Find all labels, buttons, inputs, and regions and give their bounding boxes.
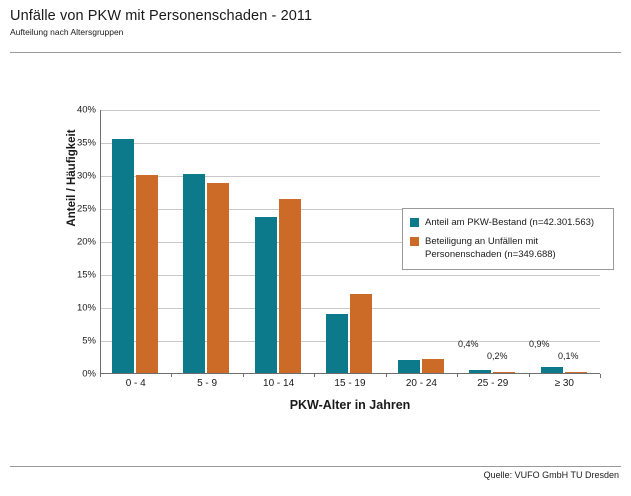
datalabel-unfaelle-30-plus: 0,1% [558, 351, 579, 361]
gridline-30 [100, 176, 600, 177]
legend-swatch-unfaelle [410, 237, 419, 246]
x-label-20-24: 20 - 24 [405, 378, 437, 389]
legend-item-bestand [410, 216, 607, 229]
legend-item-unfaelle [410, 235, 607, 261]
y-axis-title: Anteil / Häufigkeit [66, 129, 78, 227]
header-divider [10, 52, 621, 53]
bar-bestand-15-19 [326, 314, 348, 373]
x-tick-mark [100, 373, 101, 377]
bar-unfaelle-20-24 [422, 359, 444, 374]
x-tick-mark [171, 373, 172, 377]
x-label-15-19: 15 - 19 [334, 378, 366, 389]
legend [402, 208, 614, 270]
x-tick-mark [243, 373, 244, 377]
x-label-5-9: 5 - 9 [197, 378, 218, 389]
x-axis-line [100, 373, 600, 374]
source-note: Quelle: VUFO GmbH TU Dresden [483, 470, 619, 480]
y-tick-35: 35% [76, 137, 96, 149]
chart-header [10, 8, 621, 37]
y-tick-0: 0% [82, 368, 96, 380]
y-tick-15: 15% [76, 269, 96, 281]
y-axis-line [100, 110, 101, 374]
x-axis-tick-labels [100, 378, 600, 394]
bar-unfaelle-10-14 [279, 199, 301, 373]
bar-bestand-5-9 [183, 174, 205, 373]
page-subtitle: Aufteilung nach Altersgruppen [10, 27, 124, 37]
gridline-40 [100, 110, 600, 111]
bar-bestand-20-24 [398, 360, 420, 373]
y-tick-25: 25% [76, 203, 96, 215]
datalabel-bestand-25-29: 0,4% [458, 339, 479, 349]
bar-bestand-10-14 [255, 217, 277, 373]
bar-unfaelle-5-9 [207, 183, 229, 373]
y-tick-40: 40% [76, 104, 96, 116]
x-tick-mark-end [600, 374, 601, 378]
x-label-30-plus: ≥ 30 [554, 378, 574, 389]
legend-swatch-bestand [410, 218, 419, 227]
bar-bestand-0-4 [112, 139, 134, 373]
x-tick-mark [529, 373, 530, 377]
gridline-35 [100, 143, 600, 144]
x-label-0-4: 0 - 4 [125, 378, 146, 389]
bar-bestand-25-29 [469, 370, 491, 373]
bar-unfaelle-15-19 [350, 294, 372, 373]
x-label-10-14: 10 - 14 [263, 378, 295, 389]
footer-divider [10, 466, 621, 467]
datalabel-unfaelle-25-29: 0,2% [487, 351, 508, 361]
y-tick-10: 10% [76, 302, 96, 314]
x-label-25-29: 25 - 29 [477, 378, 509, 389]
y-tick-20: 20% [76, 236, 96, 248]
x-tick-mark [314, 373, 315, 377]
bar-unfaelle-25-29 [493, 372, 515, 373]
legend-label-bestand: Anteil am PKW-Bestand (n=42.301.563) [425, 217, 595, 228]
gridline-15 [100, 275, 600, 276]
legend-label-unfaelle: Beteiligung an Unfällen mit Personenschaden (n=349.688) [425, 236, 556, 260]
bar-unfaelle-0-4 [136, 175, 158, 373]
x-axis-title: PKW-Alter in Jahren [289, 398, 411, 412]
datalabel-bestand-30-plus: 0,9% [529, 339, 550, 349]
bar-bestand-30-plus [541, 367, 563, 373]
y-tick-30: 30% [76, 170, 96, 182]
x-tick-mark [386, 373, 387, 377]
bar-unfaelle-30-plus [565, 372, 587, 373]
page-title: Unfälle von PKW mit Personenschaden - 2011 [10, 8, 313, 24]
y-tick-5: 5% [82, 335, 96, 347]
x-tick-mark [457, 373, 458, 377]
